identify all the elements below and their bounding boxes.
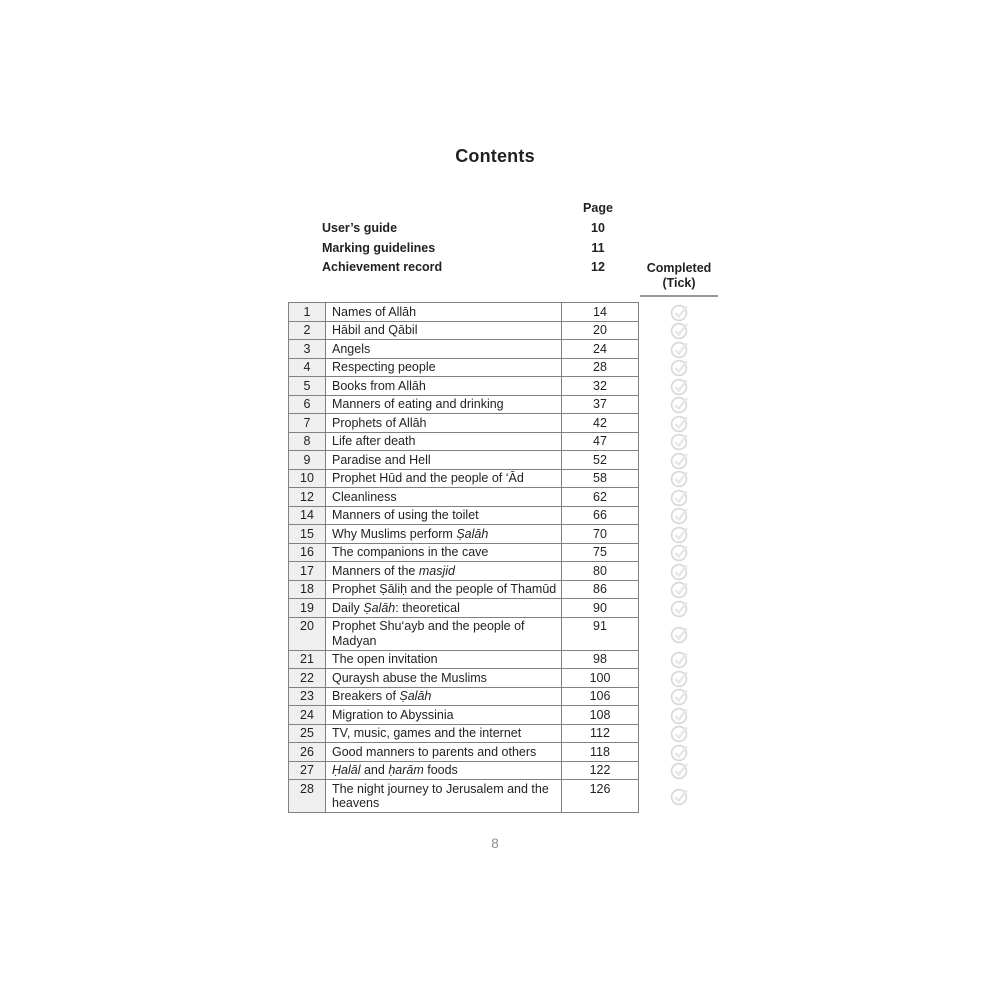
completed-tick-cell [639, 562, 721, 581]
completed-tick-cell [639, 617, 721, 650]
chapter-page: 108 [562, 706, 639, 725]
chapter-title: Hābil and Qābil [326, 321, 562, 340]
completed-tick-cell [639, 469, 721, 488]
front-matter-item [322, 260, 638, 280]
front-matter-item-page: 11 [591, 240, 605, 255]
chapter-title: Manners of the masjid [326, 562, 562, 581]
chapter-page: 90 [562, 599, 639, 618]
table-row [289, 761, 721, 780]
chapter-number: 7 [289, 414, 326, 433]
completed-tick-cell [639, 488, 721, 507]
chapter-page: 126 [562, 780, 639, 813]
completed-header-line1: Completed [646, 261, 712, 275]
chapter-number: 6 [289, 395, 326, 414]
table-row [289, 617, 721, 650]
table-row [289, 395, 721, 414]
completed-tick-cell [639, 358, 721, 377]
completed-tick-cell [639, 321, 721, 340]
table-row [289, 743, 721, 762]
completed-tick-cell [639, 724, 721, 743]
chapter-title: Prophets of Allāh [326, 414, 562, 433]
completed-tick-cell [639, 669, 721, 688]
chapter-number: 16 [289, 543, 326, 562]
table-row [289, 469, 721, 488]
table-row [289, 321, 721, 340]
completed-tick-cell [639, 414, 721, 433]
chapter-title: Manners of eating and drinking [326, 395, 562, 414]
chapter-number: 20 [289, 617, 326, 650]
chapter-title: Cleanliness [326, 488, 562, 507]
chapter-number: 4 [289, 358, 326, 377]
chapter-page: 70 [562, 525, 639, 544]
chapter-title: Books from Allāh [326, 377, 562, 396]
front-matter-item-label: Marking guidelines [322, 240, 436, 255]
chapter-page: 58 [562, 469, 639, 488]
chapter-title: Paradise and Hell [326, 451, 562, 470]
chapter-title: The night journey to Jerusalem and the heavens [326, 780, 562, 813]
chapter-number: 19 [289, 599, 326, 618]
completed-tick-cell [639, 580, 721, 599]
completed-tick-cell [639, 706, 721, 725]
chapter-page: 118 [562, 743, 639, 762]
chapter-title: TV, music, games and the internet [326, 724, 562, 743]
front-matter-item-label: Achievement record [322, 260, 443, 275]
chapter-page: 66 [562, 506, 639, 525]
chapter-title: The companions in the cave [326, 543, 562, 562]
table-row [289, 303, 721, 322]
chapter-page: 75 [562, 543, 639, 562]
completed-tick-cell [639, 395, 721, 414]
completed-tick-cell [639, 761, 721, 780]
chapter-title: Daily Ṣalāh: theoretical [326, 599, 562, 618]
chapter-number: 26 [289, 743, 326, 762]
table-row [289, 377, 721, 396]
table-row [289, 451, 721, 470]
completed-tick-cell [639, 543, 721, 562]
table-row [289, 599, 721, 618]
chapter-number: 18 [289, 580, 326, 599]
tick-circle-icon [669, 786, 690, 807]
chapter-number: 24 [289, 706, 326, 725]
chapter-number: 5 [289, 377, 326, 396]
table-row [289, 724, 721, 743]
completed-header-underline [640, 295, 718, 297]
chapter-page: 62 [562, 488, 639, 507]
completed-column-header [640, 261, 718, 291]
chapter-page: 122 [562, 761, 639, 780]
completed-tick-cell [639, 743, 721, 762]
chapter-title: Angels [326, 340, 562, 359]
chapter-title: Prophet Hūd and the people of ‘Ād [326, 469, 562, 488]
chapter-title: Breakers of Ṣalāh [326, 687, 562, 706]
chapter-title: Quraysh abuse the Muslims [326, 669, 562, 688]
front-matter-header-row [322, 201, 638, 221]
chapter-page: 106 [562, 687, 639, 706]
completed-tick-cell [639, 780, 721, 813]
table-row [289, 706, 721, 725]
chapter-title: Life after death [326, 432, 562, 451]
chapter-page: 52 [562, 451, 639, 470]
chapter-number: 21 [289, 650, 326, 669]
completed-tick-cell [639, 650, 721, 669]
front-matter-item-page: 12 [591, 260, 605, 275]
chapter-page: 32 [562, 377, 639, 396]
table-row [289, 506, 721, 525]
table-row [289, 340, 721, 359]
chapter-title: Respecting people [326, 358, 562, 377]
completed-tick-cell [639, 687, 721, 706]
chapter-page: 91 [562, 617, 639, 650]
page-title: Contents [455, 146, 535, 166]
chapter-title: Names of Allāh [326, 303, 562, 322]
page-number: 8 [491, 836, 499, 851]
chapter-number: 27 [289, 761, 326, 780]
chapter-title: Migration to Abyssinia [326, 706, 562, 725]
chapter-title: Why Muslims perform Ṣalāh [326, 525, 562, 544]
completed-tick-cell [639, 506, 721, 525]
chapter-number: 22 [289, 669, 326, 688]
chapter-page: 98 [562, 650, 639, 669]
front-matter-item-page: 10 [591, 220, 605, 235]
table-row [289, 687, 721, 706]
chapter-title: Ḥalāl and ḥarām foods [326, 761, 562, 780]
chapter-number: 12 [289, 488, 326, 507]
completed-tick-cell [639, 599, 721, 618]
contents-table-body [289, 303, 721, 813]
table-row [289, 488, 721, 507]
table-row [289, 780, 721, 813]
tick-circle-icon [669, 623, 690, 644]
chapter-number: 17 [289, 562, 326, 581]
chapter-page: 14 [562, 303, 639, 322]
chapter-page: 80 [562, 562, 639, 581]
chapter-number: 15 [289, 525, 326, 544]
chapter-page: 42 [562, 414, 639, 433]
chapter-number: 28 [289, 780, 326, 813]
chapter-number: 23 [289, 687, 326, 706]
chapter-title: Prophet Ṣāliḥ and the people of Thamūd [326, 580, 562, 599]
table-row [289, 543, 721, 562]
chapter-title: Prophet Shu‘ayb and the people of Madyan [326, 617, 562, 650]
front-matter [322, 201, 638, 280]
completed-tick-cell [639, 525, 721, 544]
chapter-number: 25 [289, 724, 326, 743]
completed-tick-cell [639, 377, 721, 396]
tick-circle-icon [669, 760, 690, 781]
chapter-number: 9 [289, 451, 326, 470]
contents-table [288, 302, 721, 813]
completed-tick-cell [639, 340, 721, 359]
chapter-page: 47 [562, 432, 639, 451]
page-column-header: Page [583, 201, 613, 215]
table-row [289, 414, 721, 433]
chapter-title: The open invitation [326, 650, 562, 669]
chapter-page: 100 [562, 669, 639, 688]
chapter-page: 28 [562, 358, 639, 377]
chapter-number: 10 [289, 469, 326, 488]
table-row [289, 650, 721, 669]
front-matter-item [322, 221, 638, 241]
front-matter-item [322, 241, 638, 261]
chapter-page: 20 [562, 321, 639, 340]
chapter-number: 8 [289, 432, 326, 451]
tick-circle-icon [669, 597, 690, 618]
chapter-page: 37 [562, 395, 639, 414]
chapter-number: 2 [289, 321, 326, 340]
table-row [289, 525, 721, 544]
chapter-number: 3 [289, 340, 326, 359]
chapter-page: 86 [562, 580, 639, 599]
table-row [289, 580, 721, 599]
front-matter-item-label: User’s guide [322, 220, 398, 235]
completed-tick-cell [639, 303, 721, 322]
table-row [289, 432, 721, 451]
completed-header-line2: (Tick) [662, 276, 696, 290]
chapter-title: Good manners to parents and others [326, 743, 562, 762]
table-row [289, 562, 721, 581]
completed-tick-cell [639, 432, 721, 451]
chapter-number: 1 [289, 303, 326, 322]
table-row [289, 358, 721, 377]
completed-tick-cell [639, 451, 721, 470]
chapter-title: Manners of using the toilet [326, 506, 562, 525]
chapter-page: 24 [562, 340, 639, 359]
chapter-number: 14 [289, 506, 326, 525]
table-row [289, 669, 721, 688]
chapter-page: 112 [562, 724, 639, 743]
